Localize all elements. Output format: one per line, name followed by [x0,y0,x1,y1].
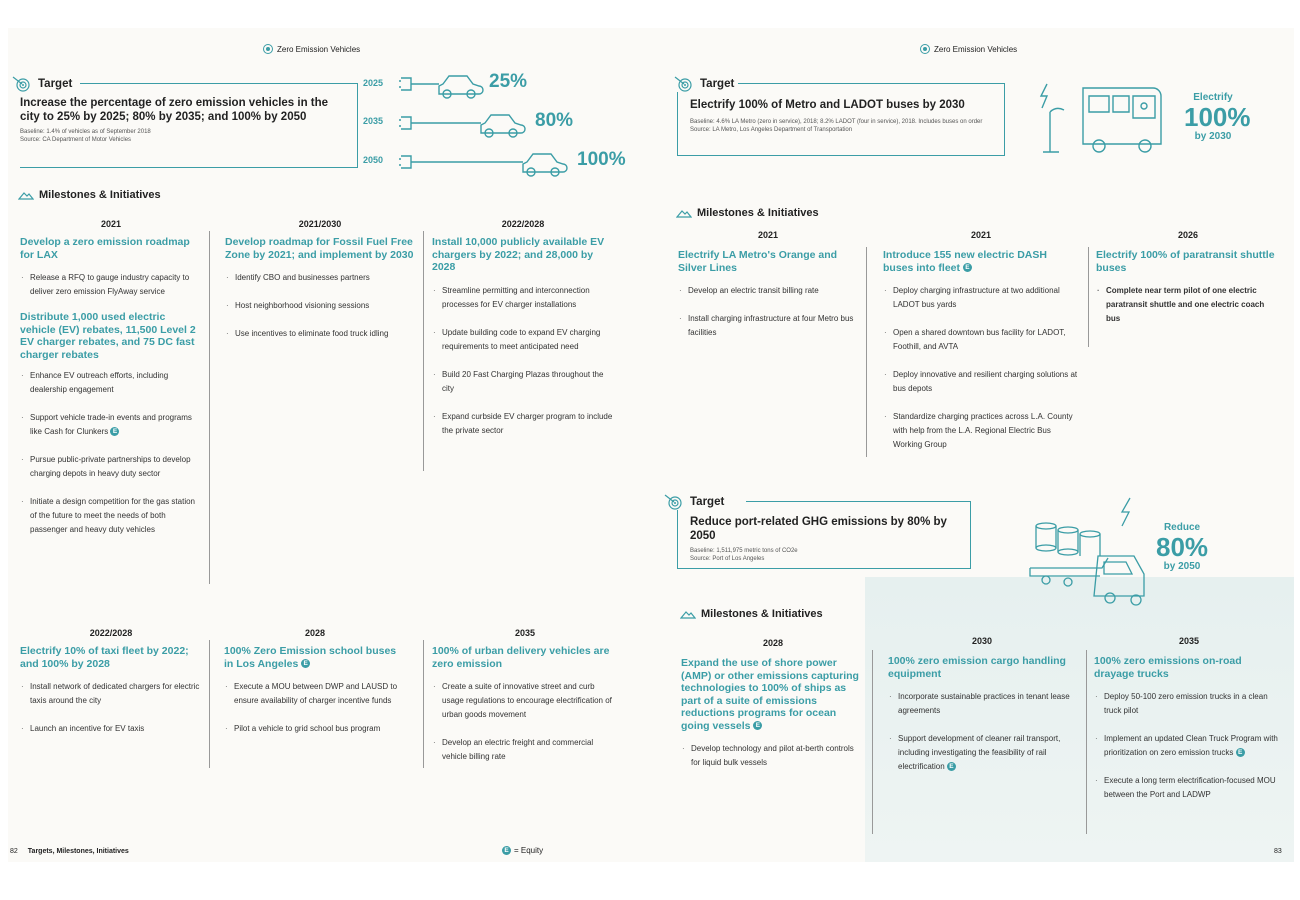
milestone-column [432,219,614,452]
equity-icon: E [110,427,119,436]
target-icon [674,76,694,92]
globe-icon [920,44,930,54]
bullet-text: Support development of cleaner rail transport, including investigating the feasibility of rail electrification [898,734,1061,771]
column-title: 100% zero emissions on-road drayage trucks [1094,655,1242,680]
column-year: 2021 [757,230,779,240]
graphic-top-label: Electrify [1193,92,1233,103]
graphic-pct-25: 25% [489,71,528,92]
column-year: 2021 [100,219,122,229]
bullet-item: · Develop an electric freight and commercial vehicle billing rate [432,736,618,764]
target-rule [677,568,971,569]
bullet-item: · Install network of dedicated chargers for electric taxis around the city [20,680,202,708]
bullet-list [225,271,415,341]
target-rule [746,501,971,502]
bullet-item: · Install charging infrastructure at four Metro bus facilities [678,312,858,340]
bullet-item: · Host neighborhood visioning sessions [225,299,415,313]
equity-icon: E [502,846,511,855]
right-target2-label: Target [690,496,725,508]
graphic-year-2035: 2035 [363,116,384,126]
column-year: 2021 [970,230,992,240]
page-number: 82 [10,848,18,855]
right-milestones1-heading [676,207,819,219]
graphic-bottom-label: by 2050 [1163,561,1201,572]
bullet-item: · Deploy charging infrastructure at two additional LADOT bus yards [883,284,1079,312]
column-title: Distribute 1,000 used electric vehicle (EV) rebates, 11,500 Level 2 EV charger rebates, and 75 DC fast charger rebates [20,311,196,361]
column-title: Electrify 10% of taxi fleet by 2022; and 100% by 2028 [20,645,189,670]
right-target2-source: Source: Port of Los Angeles [690,556,765,562]
left-target-baseline: Baseline: 1.4% of vehicles as of September 2018 [20,129,151,135]
column-divider [209,640,210,768]
bullet-item [888,732,1076,774]
right-milestones2-heading [680,608,823,620]
left-section-tag-label: Zero Emission Vehicles [277,44,361,54]
bullet-list [678,284,858,340]
bullet-item: · Build 20 Fast Charging Plazas throughout the city [432,368,614,396]
column-divider [872,650,873,834]
bullet-item: · Initiate a design competition for the gas station of the future to meet the needs of both passenger and heavy duty vehicles [20,495,202,537]
right-target1-box [690,98,1000,134]
cargo-truck-icon [1026,496,1151,606]
milestone-column [20,219,202,551]
column-title-wrap [224,645,406,670]
milestone-column [1096,230,1280,340]
graphic-pct: 100% [1184,102,1251,132]
right-target1-heading [674,76,734,92]
right-target2-text: Reduce port-related GHG emissions by 80% by 2050 [690,516,947,542]
column-year: 2035 [1178,636,1200,646]
equity-icon: E [301,659,310,668]
right-section-tag [920,44,1017,54]
column-year: 2026 [1177,230,1199,240]
mountain-icon [676,208,692,218]
column-divider [423,231,424,471]
bullet-list [432,680,618,764]
bullet-list [20,271,202,299]
target-rule [677,155,1005,156]
left-milestones-heading [18,189,161,201]
left-milestones-label: Milestones & Initiatives [39,189,161,201]
bullet-item: · Develop technology and pilot at-berth controls for liquid bulk vessels [681,742,865,770]
left-target-heading [12,76,72,92]
right-target2-box [690,515,960,563]
electric-bus-icon [1033,80,1168,156]
column-year: 2028 [762,638,784,648]
column-title: Introduce 155 new electric DASH buses into fleet [883,249,1047,274]
bullet-item: · Pursue public-private partnerships to develop charging depots in heavy duty sector [20,453,202,481]
equity-legend [502,846,543,855]
column-year: 2022/2028 [501,219,545,229]
target-rule [677,510,678,569]
bullet-item: · Create a suite of innovative street and curb usage regulations to encourage electrification of urban goods movement [432,680,618,722]
bullet-item: · Deploy innovative and resilient charging solutions at bus depots [883,368,1079,396]
column-year: 2028 [304,628,326,638]
graphic-year-2050: 2050 [363,155,384,165]
right-section-tag-label: Zero Emission Vehicles [934,44,1018,54]
graphic-bottom-label: by 2030 [1194,131,1232,142]
equity-icon: E [963,263,972,272]
bullet-item: · Enhance EV outreach efforts, including dealership engagement [20,369,202,397]
column-year: 2030 [971,636,993,646]
column-divider [866,247,867,457]
bullet-text: Support vehicle trade-in events and programs like Cash for Clunkers [30,413,192,436]
graphic-top-label: Reduce [1163,522,1201,533]
right-target2-baseline: Baseline: 1,511,975 metric tons of CO2e [690,548,798,554]
equity-icon: E [753,721,762,730]
page-spread [8,28,1294,862]
graphic-pct-100: 100% [577,149,626,170]
column-title: Electrify LA Metro's Orange and Silver Lines [678,249,838,274]
mountain-icon [18,190,34,200]
milestone-column [681,638,865,784]
column-title: Install 10,000 publicly available EV chargers by 2022; and 28,000 by 2028 [432,236,605,273]
target-rule [1004,83,1005,156]
column-title: Expand the use of shore power (AMP) or other emissions capturing technologies to 100% of ships as part of a suite of emissions reductions programs for ocean going vessels [681,657,859,732]
right-target2-heading [664,494,724,510]
equity-icon: E [1236,748,1245,757]
column-title-wrap [681,657,865,732]
target-rule [738,83,1004,84]
bullet-item [20,411,202,439]
left-footer [10,848,129,855]
bullet-item: · Execute a MOU between DWP and LAUSD to ensure availability of charger incentive funds [224,680,406,708]
bullet-item: · Pilot a vehicle to grid school bus program [224,722,406,736]
column-year: 2022/2028 [89,628,133,638]
column-title: Electrify 100% of paratransit shuttle buses [1096,249,1275,274]
right-milestones2-label: Milestones & Initiatives [701,608,823,620]
milestone-column [224,628,406,750]
equity-legend-text: = Equity [514,846,544,855]
column-title: 100% of urban delivery vehicles are zero emission [432,645,610,670]
bullet-list [20,680,202,736]
bullet-item: · Identify CBO and businesses partners [225,271,415,285]
milestone-column [888,636,1076,788]
bullet-item: · Complete near term pilot of one electric paratransit shuttle and one electric coach bus [1096,284,1280,326]
bullet-item: · Incorporate sustainable practices in tenant lease agreements [888,690,1076,718]
column-title: 100% zero emission cargo handling equipment [888,655,1066,680]
bullet-item [1094,732,1284,760]
right-milestones1-label: Milestones & Initiatives [697,207,819,219]
bullet-list [1096,284,1280,326]
bullet-list [681,742,865,770]
right-target1-baseline: Baseline: 4.6% LA Metro (zero in service), 2018; 8.2% LADOT (four in service), 2018. Includes buses on order [690,119,983,125]
column-divider [209,231,210,584]
left-target-text: Increase the percentage of zero emission vehicles in the city to 25% by 2025; 80% by 2035; and 100% by 2050 [20,97,329,123]
column-divider [1086,650,1087,834]
bullet-item: · Streamline permitting and interconnection processes for EV charger installations [432,284,614,312]
right-target1-label: Target [700,78,735,90]
column-title: 100% Zero Emission school buses in Los Angeles [224,645,397,670]
column-divider [423,640,424,768]
bullet-list [888,690,1076,774]
target-rule [677,92,678,156]
target-rule [80,83,358,84]
equity-icon: E [947,762,956,771]
bullet-item: · Use incentives to eliminate food truck idling [225,327,415,341]
bullet-item: · Standardize charging practices across L.A. County with help from the L.A. Regional Electric Bus Working Group [883,410,1079,452]
bus-target-graphic [1184,92,1251,142]
milestone-column [432,628,618,778]
right-target1-source: Source: LA Metro, Los Angeles Department of Transportation [690,127,853,133]
milestone-column [225,219,415,355]
milestone-column [678,230,858,354]
bullet-list [20,369,202,537]
graphic-pct-80: 80% [535,110,574,131]
bullet-list [1094,690,1284,802]
globe-icon [263,44,273,54]
milestone-column [20,628,202,750]
column-title-wrap [883,249,1079,274]
bullet-item: · Expand curbside EV charger program to include the private sector [432,410,614,438]
bullet-item: · Update building code to expand EV charging requirements to meet anticipated need [432,326,614,354]
column-title: Develop roadmap for Fossil Fuel Free Zone by 2021; and implement by 2030 [225,236,414,261]
target-rule [20,167,358,168]
bullet-list [432,284,614,438]
bullet-item: · Open a shared downtown bus facility for LADOT, Foothill, and AVTA [883,326,1079,354]
graphic-pct: 80% [1156,532,1209,562]
column-year: 2021/2030 [298,219,342,229]
target-icon [12,76,32,92]
left-target-source: Source: CA Department of Motor Vehicles [20,137,132,143]
ev-adoption-graphic [363,68,626,178]
port-target-graphic [1156,522,1208,572]
column-title: Develop a zero emission roadmap for LAX [20,236,190,261]
target-rule [970,501,971,569]
bullet-list [883,284,1079,452]
target-rule [357,83,358,168]
bullet-item: · Develop an electric transit billing rate [678,284,858,298]
left-target-box [20,96,342,144]
bullet-list [224,680,406,736]
column-year: 2035 [514,628,536,638]
milestone-column [883,230,1079,466]
column-divider [1088,247,1089,347]
mountain-icon [680,609,696,619]
left-section-tag [263,44,360,54]
bullet-item: · Execute a long term electrification-focused MOU between the Port and LADWP [1094,774,1284,802]
bullet-item: · Launch an incentive for EV taxis [20,722,202,736]
milestone-column [1094,636,1284,816]
right-page-number: 83 [1274,848,1282,855]
target-icon [664,494,684,510]
bullet-item: · Deploy 50-100 zero emission trucks in a clean truck pilot [1094,690,1284,718]
footer-title: Targets, Milestones, Initiatives [27,848,129,855]
bullet-text: Implement an updated Clean Truck Program with prioritization on zero emission trucks [1104,734,1278,757]
graphic-year-2025: 2025 [363,78,384,88]
left-target-label: Target [38,78,73,90]
right-target1-text: Electrify 100% of Metro and LADOT buses by 2030 [690,99,965,111]
bullet-item: · Release a RFQ to gauge industry capacity to deliver zero emission FlyAway service [20,271,202,299]
